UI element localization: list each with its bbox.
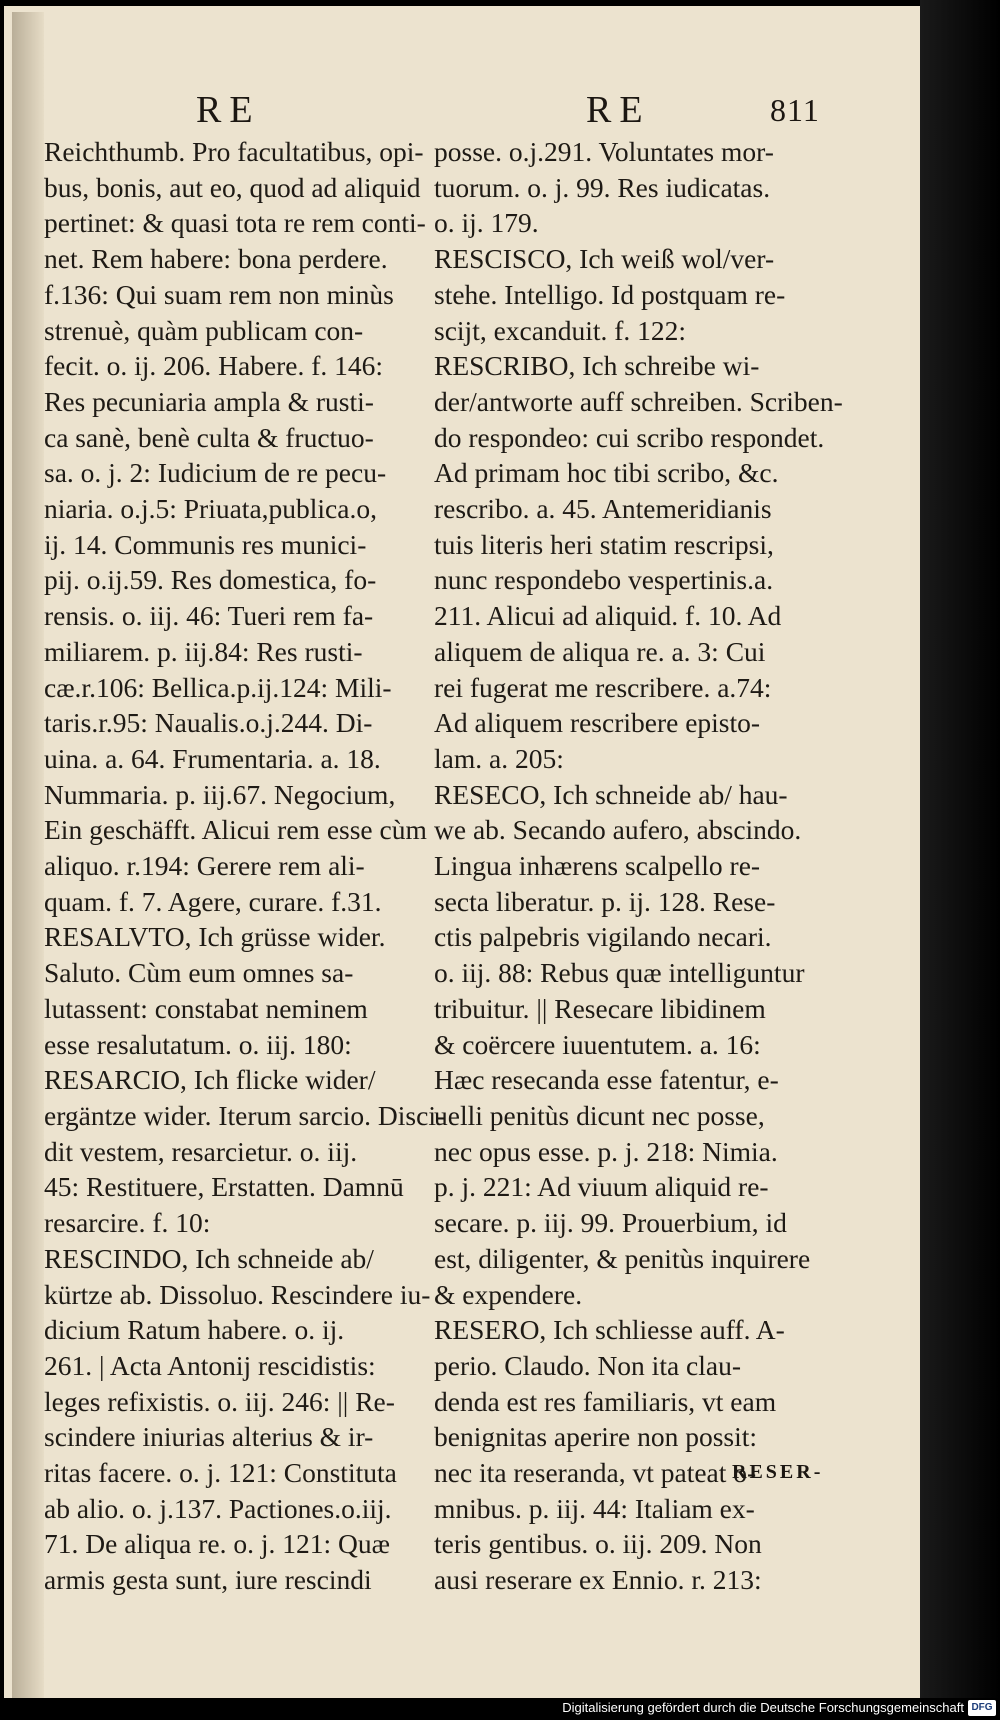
text-line: taris.r.95: Naualis.o.j.244. Di- (44, 707, 373, 739)
text-line: RESECO, Ich schneide ab/ hau- (434, 778, 788, 810)
text-line: uina. a. 64. Frumentaria. a. 18. (44, 742, 381, 774)
text-line: benignitas aperire non possit: (434, 1421, 758, 1453)
text-line: rensis. o. iij. 46: Tueri rem fa- (44, 600, 374, 632)
text-line: o. ij. 179. (434, 207, 539, 239)
text-line: strenuè, quàm publicam con- (44, 314, 364, 346)
text-line: rei fugerat me rescribere. a.74: (434, 671, 772, 703)
text-line: resarcire. f. 10: (44, 1207, 211, 1239)
text-line: ij. 14. Communis res munici- (44, 528, 367, 560)
text-line: p. j. 221: Ad viuum aliquid re- (434, 1171, 769, 1203)
text-line: net. Rem habere: bona perdere. (44, 243, 388, 275)
text-line: lutassent: constabat neminem (44, 992, 368, 1024)
text-line: leges refixistis. o. iij. 246: || Re- (44, 1385, 395, 1417)
text-line: 211. Alicui ad aliquid. f. 10. Ad (434, 600, 782, 632)
text-line: ritas facere. o. j. 121: Constituta (44, 1457, 397, 1489)
text-line: Hæc resecanda esse fatentur, e- (434, 1064, 779, 1096)
left-text-column (44, 134, 445, 1598)
text-line: cæ.r.106: Bellica.p.ij.124: Mili- (44, 671, 392, 703)
footer-bar (0, 1698, 1000, 1720)
text-line: RESARCIO, Ich flicke wider/ (44, 1064, 376, 1096)
text-line: RESCINDO, Ich schneide ab/ (44, 1242, 374, 1274)
text-line: ausi reserare ex Ennio. r. 213: (434, 1564, 762, 1596)
text-line: fecit. o. ij. 206. Habere. f. 146: (44, 350, 384, 382)
text-line: Lingua inhærens scalpello re- (434, 850, 761, 882)
text-line: do respondeo: cui scribo respondet. (434, 421, 825, 453)
text-line: perio. Claudo. Non ita clau- (434, 1349, 741, 1381)
text-line: denda est res familiaris, vt eam (434, 1385, 777, 1417)
text-line: teris gentibus. o. iij. 209. Non (434, 1528, 762, 1560)
text-line: dicium Ratum habere. o. ij. (44, 1314, 345, 1346)
text-line: RESCISCO, Ich weiß wol/ver- (434, 243, 775, 275)
text-line: Ad primam hoc tibi scribo, &c. (434, 457, 779, 489)
text-line: ca sanè, benè culta & fructuo- (44, 421, 374, 453)
text-line: der/antworte auff schreiben. Scriben- (434, 385, 843, 417)
text-line: esse resalutatum. o. iij. 180: (44, 1028, 352, 1060)
text-line: ab alio. o. j.137. Pactiones.o.iij. (44, 1492, 392, 1524)
text-line: nunc respondebo vespertinis.a. (434, 564, 774, 596)
text-line: Saluto. Cùm eum omnes sa- (44, 957, 354, 989)
text-line: we ab. Secando aufero, abscindo. (434, 814, 802, 846)
text-line: armis gesta sunt, iure rescindi (44, 1564, 372, 1596)
text-line: nec ita reseranda, vt pateat o- (434, 1457, 757, 1489)
text-line: posse. o.j.291. Voluntates mor- (434, 136, 774, 167)
right-text-column (434, 134, 843, 1598)
text-line: mnibus. p. iij. 44: Italiam ex- (434, 1492, 755, 1524)
text-line: secta liberatur. p. ij. 128. Rese- (434, 885, 776, 917)
text-line: lam. a. 205: (434, 742, 564, 774)
text-line: bus, bonis, aut eo, quod ad aliquid (44, 171, 421, 203)
text-line: 261. | Acta Antonij rescidistis: (44, 1349, 376, 1381)
text-line: tuis literis heri statim rescripsi, (434, 528, 774, 560)
text-line: ctis palpebris vigilando necari. (434, 921, 772, 953)
page-number: 811 (770, 92, 820, 128)
text-line: aliquo. r.194: Gerere rem ali- (44, 850, 365, 882)
text-line: Reichthumb. Pro facultatibus, opi- (44, 136, 424, 167)
text-line: RESCRIBO, Ich schreibe wi- (434, 350, 760, 382)
text-line: kürtze ab. Dissoluo. Rescindere iu- (44, 1278, 431, 1310)
text-line: est, diligenter, & penitùs inquirere (434, 1242, 811, 1274)
text-line: sa. o. j. 2: Iudicium de re pecu- (44, 457, 387, 489)
text-line: miliarem. p. iij.84: Res rusti- (44, 635, 363, 667)
footer-credit: Digitalisierung gefördert durch die Deutsche Forschungsgemeinschaft (562, 1700, 964, 1715)
text-line: scindere iniurias alterius & ir- (44, 1421, 374, 1453)
text-line: Nummaria. p. iij.67. Negocium, (44, 778, 396, 810)
text-line: Res pecuniaria ampla & rusti- (44, 385, 374, 417)
book-page (4, 6, 921, 1706)
text-line: scijt, excanduit. f. 122: (434, 314, 687, 346)
dfg-logo: DFG (968, 1700, 996, 1716)
text-line: o. iij. 88: Rebus quæ intelliguntur (434, 957, 805, 989)
text-line: stehe. Intelligo. Id postquam re- (434, 278, 786, 310)
text-line: & expendere. (434, 1278, 583, 1310)
text-line: quam. f. 7. Agere, curare. f.31. (44, 885, 382, 917)
text-line: ergäntze wider. Iterum sarcio. Disci- (44, 1099, 446, 1131)
text-line: rescribo. a. 45. Antemeridianis (434, 493, 772, 525)
text-line: pij. o.ij.59. Res domestica, fo- (44, 564, 377, 596)
text-line: aliquem de aliqua re. a. 3: Cui (434, 635, 766, 667)
text-line: nec opus esse. p. j. 218: Nimia. (434, 1135, 778, 1167)
text-line: tribuitur. || Resecare libidinem (434, 992, 766, 1024)
text-line: pertinet: & quasi tota re rem conti- (44, 207, 426, 239)
running-head-right: RE (586, 89, 651, 131)
text-line: RESERO, Ich schliesse auff. A- (434, 1314, 785, 1346)
text-line: dit vestem, resarcietur. o. iij. (44, 1135, 358, 1167)
text-line: 71. De aliqua re. o. j. 121: Quæ (44, 1528, 390, 1560)
catchword: RESER- (732, 1461, 824, 1483)
text-line: 45: Restituere, Erstatten. Damnū (44, 1171, 404, 1203)
text-line: RESALVTO, Ich grüsse wider. (44, 921, 386, 953)
text-line: niaria. o.j.5: Priuata,publica.o, (44, 493, 377, 525)
text-line: tuorum. o. j. 99. Res iudicatas. (434, 171, 771, 203)
text-line: & coërcere iuuentutem. a. 16: (434, 1028, 761, 1060)
text-line: uelli penitùs dicunt nec posse, (434, 1099, 765, 1131)
scan-background (920, 0, 1000, 1720)
text-line: secare. p. iij. 99. Prouerbium, id (434, 1207, 787, 1239)
running-head-left: RE (196, 89, 261, 131)
gutter-shadow (12, 12, 44, 1700)
text-line: Ad aliquem rescribere episto- (434, 707, 761, 739)
text-line: Ein geschäfft. Alicui rem esse cùm (44, 814, 427, 846)
text-line: f.136: Qui suam rem non minùs (44, 278, 394, 310)
